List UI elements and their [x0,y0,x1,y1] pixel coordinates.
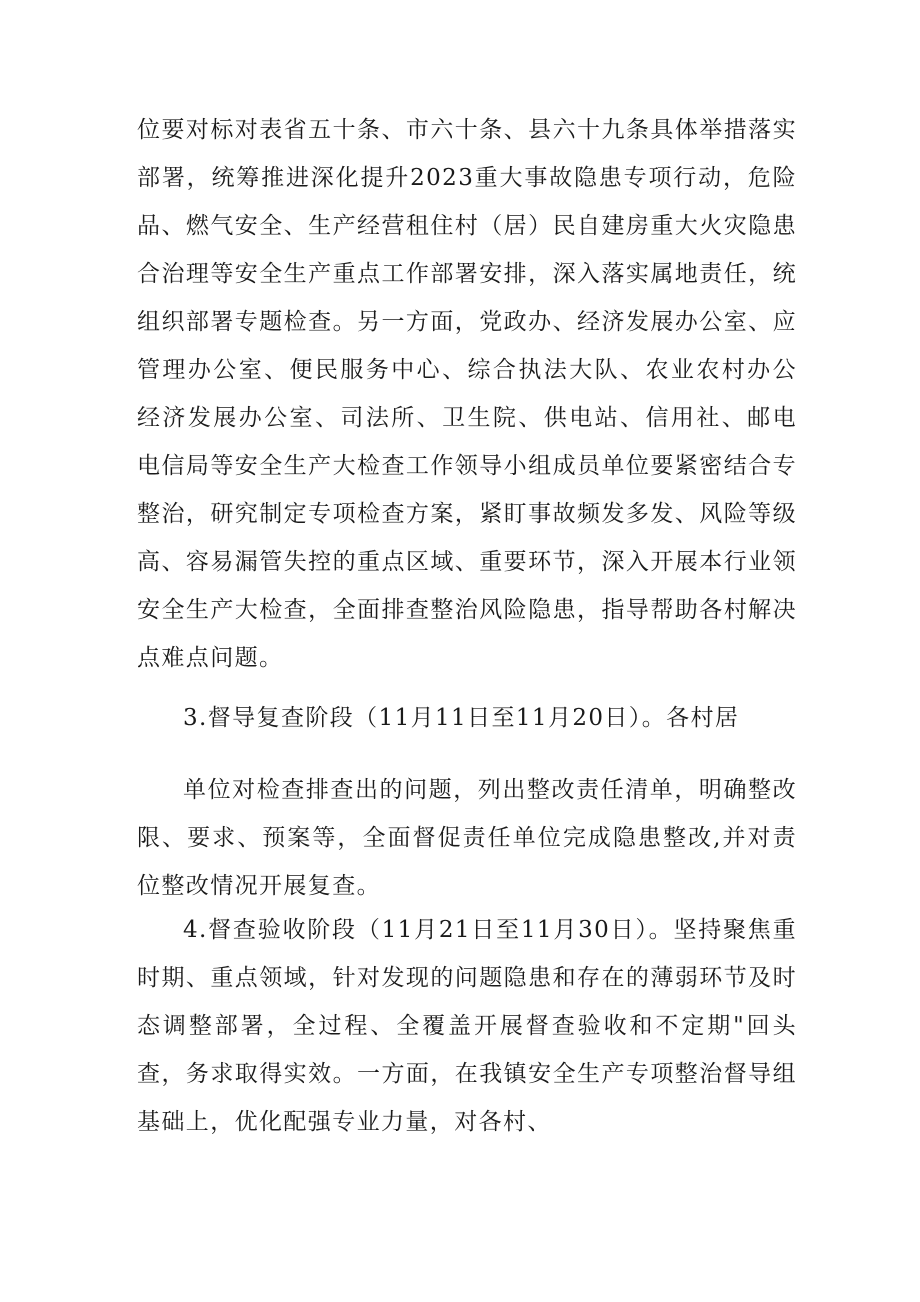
text-line: 整治，研究制定专项检查方案，紧盯事故频发多发、风险等级 [137,501,797,527]
text-line: 点难点问题。 [137,645,284,671]
text-line: 经济发展办公室、司法所、卫生院、供电站、信用社、邮电 [137,405,797,431]
text-line: 基础上，优化配强专业力量，对各村、 [137,1109,552,1135]
text-line: 态调整部署，全过程、全覆盖开展督查验收和不定期"回头 [137,1013,797,1039]
paragraph-1 [137,106,797,682]
text-line: 高、容易漏管失控的重点区域、重要环节，深入开展本行业领 [137,549,797,575]
text-line: 安全生产大检查，全面排查整治风险隐患，指导帮助各村解决 [137,597,797,623]
text-line: 管理办公室、便民服务中心、综合执法大队、农业农村办公 [137,357,797,383]
text-line: 限、要求、预案等，全面督促责任单位完成隐患整改,并对责 [137,825,797,851]
text-line: 合治理等安全生产重点工作部署安排，深入落实属地责任，统 [137,261,797,287]
text-line: 时期、重点领域，针对发现的问题隐患和存在的薄弱环节及时 [137,965,797,991]
text-line: 位要对标对表省五十条、市六十条、县六十九条具体举措落实 [137,117,797,143]
text-line: 4.督查验收阶段（11月21日至11月30日）。坚持聚焦重 [183,917,797,943]
text-line: 单位对检查排查出的问题，列出整改责任清单，明确整改 [183,777,797,803]
paragraph-4 [137,906,797,1146]
text-line: 组织部署专题检查。另一方面，党政办、经济发展办公室、应 [137,309,797,335]
text-line: 品、燃气安全、生产经营租住村（居）民自建房重大火灾隐患 [137,213,797,239]
text-line: 部署，统筹推进深化提升2023重大事故隐患专项行动，危险 [137,165,797,191]
text-line: 电信局等安全生产大检查工作领导小组成员单位要紧密结合专 [137,453,797,479]
paragraph-3 [137,766,797,910]
text-line: 位整改情况开展复查。 [137,873,381,899]
paragraph-2 [183,694,797,742]
text-line: 3.督导复查阶段（11月11日至11月20日）。各村居 [183,705,740,731]
text-line: 查，务求取得实效。一方面，在我镇安全生产专项整治督导组 [137,1061,797,1087]
